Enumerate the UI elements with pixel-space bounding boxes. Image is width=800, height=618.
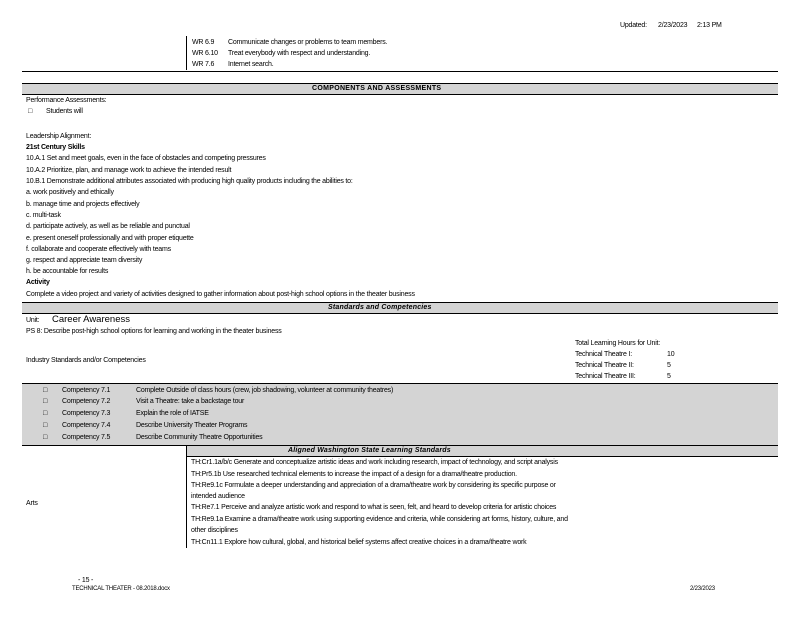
standard-code: WR 7.6: [192, 61, 215, 68]
footer-date: 2/23/2023: [690, 586, 715, 592]
standard-text: Treat everybody with respect and understanding.: [228, 50, 371, 57]
unit-ps: PS 8: Describe post-high school options for learning and working in the theater business: [26, 328, 282, 335]
hours-course: Technical Theatre II:: [575, 362, 634, 369]
list-item: 10.B.1 Demonstrate additional attributes associated with producing high quality products including the abilities to:: [26, 178, 353, 185]
list-item: TH:Cn11.1 Explore how cultural, global, and historical belief systems affect creative choices in a drama/theatre work: [191, 539, 527, 546]
list-item: 10.A.2 Prioritize, plan, and manage work to achieve the intended result: [26, 167, 232, 174]
list-item: TH:Pr5.1b Use researched technical elements to increase the impact of a design for a drama/theatre production.: [191, 471, 517, 478]
list-item: TH:Cr1.1a/b/c Generate and conceptualize artistic ideas and work including research, impact of technology, and script analysis: [191, 459, 558, 466]
rule: [22, 71, 778, 72]
standard-text: Communicate changes or problems to team members.: [228, 39, 388, 46]
list-item: b. manage time and projects effectively: [26, 201, 140, 208]
rule: [22, 302, 778, 303]
arts-label: Arts: [26, 500, 38, 507]
hours-course: Technical Theatre III:: [575, 373, 636, 380]
list-item: intended audience: [191, 493, 245, 500]
rule: [22, 94, 778, 95]
competency-code: Competency 7.3: [62, 410, 111, 417]
competency-text: Explain the role of IATSE: [136, 410, 209, 417]
standard-code: WR 6.10: [192, 50, 218, 57]
checkbox-icon: □: [43, 434, 48, 441]
updated-time: 2:13 PM: [697, 22, 722, 29]
footer-doc-name: TECHNICAL THEATER - 08.2018.docx: [72, 586, 170, 592]
checkbox-icon: □: [43, 422, 48, 429]
rule: [22, 83, 778, 84]
list-item: TH:Re7.1 Perceive and analyze artistic work and respond to what is seen, felt, and heard to develop criteria for artistic choices: [191, 504, 557, 511]
standard-code: WR 6.9: [192, 39, 215, 46]
checkbox-icon: □: [43, 387, 48, 394]
list-item: TH:Re9.1c Formulate a deeper understanding and appreciation of a drama/theatre work by considering its specific purpose or: [191, 482, 556, 489]
list-item: c. multi-task: [26, 212, 61, 219]
list-item: a. work positively and ethically: [26, 189, 114, 196]
industry-label: Industry Standards and/or Competencies: [26, 357, 146, 364]
column-divider: [186, 446, 187, 548]
list-item: TH:Re9.1a Examine a drama/theatre work using supporting evidence and criteria, while considering art forms, history, culture, and: [191, 516, 568, 523]
activity-label: Activity: [26, 279, 50, 286]
activity-text: Complete a video project and variety of activities designed to gather information about post-high school options in the theater business: [26, 291, 415, 298]
footer-page-number: - 15 -: [78, 577, 94, 584]
competency-text: Visit a Theatre: take a backstage tour: [136, 398, 245, 405]
competency-code: Competency 7.4: [62, 422, 111, 429]
standards-heading: Standards and Competencies: [328, 304, 432, 311]
list-item: other disciplines: [191, 527, 238, 534]
rule: [186, 456, 778, 457]
performance-text: Students will: [46, 108, 83, 115]
list-item: d. participate actively, as well as be reliable and punctual: [26, 223, 190, 230]
competency-code: Competency 7.5: [62, 434, 111, 441]
updated-date: 2/23/2023: [658, 22, 688, 29]
competency-text: Complete Outside of class hours (crew, job shadowing, volunteer at community theatres): [136, 387, 394, 394]
skills-label: 21st Century Skills: [26, 144, 85, 151]
hours-total-label: Total Learning Hours for Unit:: [575, 340, 661, 347]
list-item: f. collaborate and cooperate effectively with teams: [26, 246, 171, 253]
performance-label: Performance Assessments:: [26, 97, 107, 104]
unit-name: Career Awareness: [52, 314, 130, 325]
aligned-heading: Aligned Washington State Learning Standards: [288, 447, 451, 454]
aligned-bar: [186, 446, 778, 456]
checkbox-icon: □: [43, 410, 48, 417]
hours-value: 5: [667, 373, 671, 380]
competency-text: Describe Community Theatre Opportunities: [136, 434, 263, 441]
components-heading: COMPONENTS AND ASSESSMENTS: [312, 85, 442, 92]
checkbox-icon: □: [43, 398, 48, 405]
list-item: g. respect and appreciate team diversity: [26, 257, 143, 264]
updated-label: Updated:: [620, 22, 647, 29]
rule: [22, 313, 778, 314]
unit-label: Unit:: [26, 317, 40, 324]
list-item: h. be accountable for results: [26, 268, 109, 275]
hours-value: 5: [667, 362, 671, 369]
checkbox-icon: □: [28, 108, 33, 115]
hours-course: Technical Theatre I:: [575, 351, 632, 358]
competency-code: Competency 7.2: [62, 398, 111, 405]
standard-text: Internet search.: [228, 61, 274, 68]
leadership-label: Leadership Alignment:: [26, 133, 92, 140]
competency-text: Describe University Theater Programs: [136, 422, 248, 429]
competency-code: Competency 7.1: [62, 387, 111, 394]
list-item: 10.A.1 Set and meet goals, even in the face of obstacles and competing pressures: [26, 155, 266, 162]
list-item: e. present oneself professionally and with proper etiquette: [26, 235, 194, 242]
hours-value: 10: [667, 351, 675, 358]
